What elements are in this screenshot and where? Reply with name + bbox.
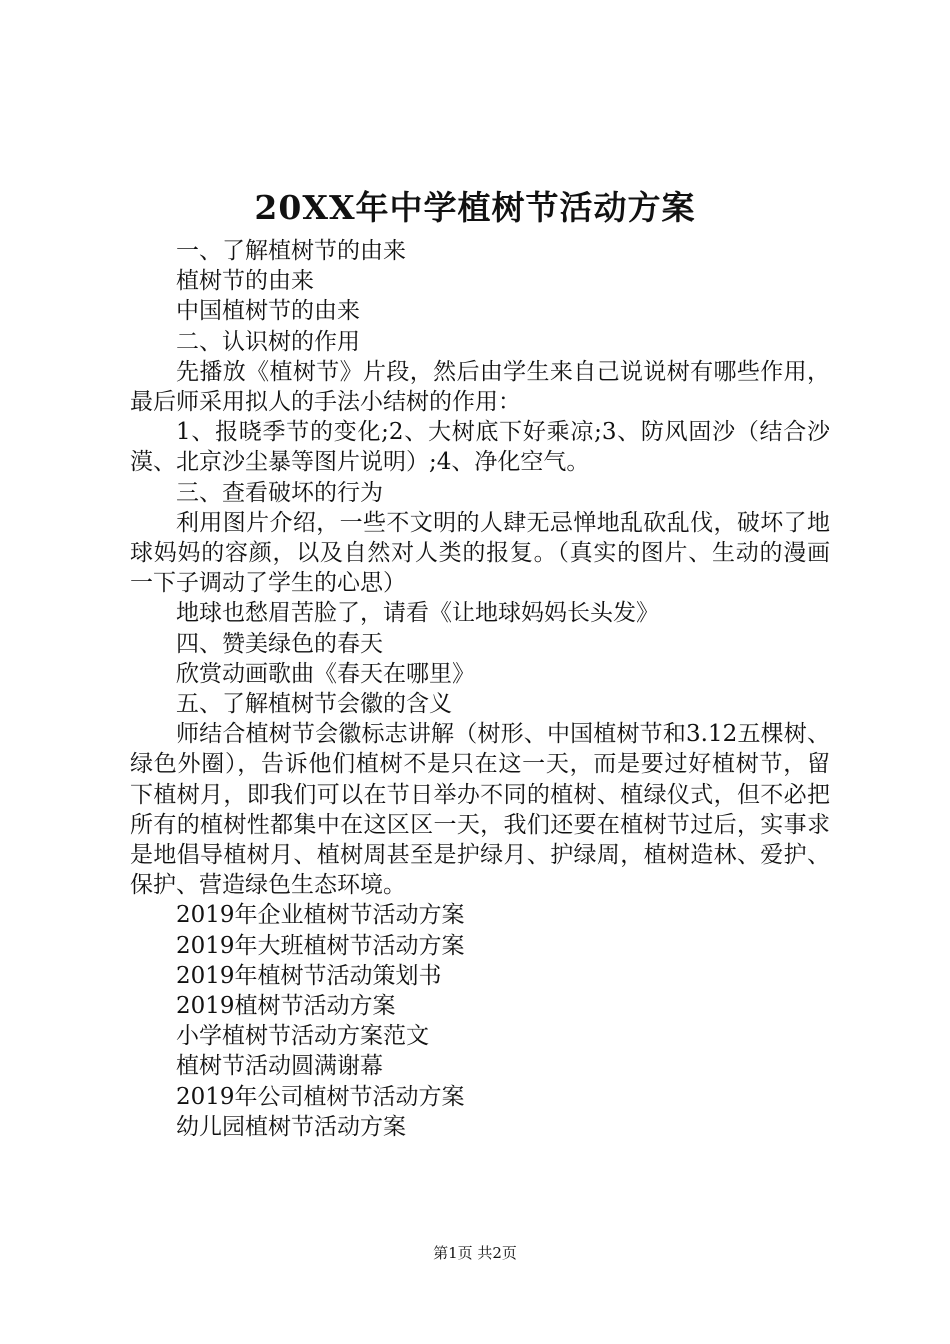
paragraph: 师结合植树节会徽标志讲解（树形、中国植树节和3.12五棵树、绿色外圈），告诉他们植树不是只在这一天，而是要过好植树节，留下植树月，即我们可以在节日举办不同的植树、植绿仪式，但不必把所有的植树性都集中在这区区一天，我们还要在植树节过后，实事求是地倡导植树月、植树周甚至是护绿月、护绿周，植树造林、爱护、保护、营造绿色生态环境。 [130, 721, 830, 899]
paragraph-heading-4: 四、赞美绿色的春天 [176, 630, 383, 657]
related-article-item: 幼儿园植树节活动方案 [176, 1113, 406, 1140]
page-number-footer: 第1页 共2页 [433, 1244, 517, 1262]
related-article-item: 小学植树节活动方案范文 [176, 1023, 429, 1050]
paragraph: 中国植树节的由来 [176, 298, 360, 325]
paragraph: 地球也愁眉苦脸了，请看《让地球妈妈长头发》 [176, 600, 659, 627]
related-article-item: 2019年公司植树节活动方案 [176, 1083, 465, 1110]
related-article-item: 2019植树节活动方案 [176, 993, 396, 1020]
paragraph: 欣赏动画歌曲《春天在哪里》 [176, 660, 475, 687]
document-title: 20XX年中学植树节活动方案 [254, 188, 696, 227]
paragraph-heading-5: 五、了解植树节会徽的含义 [176, 691, 452, 718]
related-article-item: 2019年大班植树节活动方案 [176, 932, 465, 959]
paragraph: 1、报晓季节的变化;2、大树底下好乘凉;3、防风固沙（结合沙漠、北京沙尘暴等图片说明）;4、净化空气。 [130, 419, 830, 476]
related-article-item: 2019年企业植树节活动方案 [176, 902, 465, 929]
paragraph-heading-2: 二、认识树的作用 [176, 328, 360, 355]
paragraph-heading-3: 三、查看破坏的行为 [176, 479, 383, 506]
paragraph-heading-1: 一、了解植树节的由来 [176, 238, 406, 264]
paragraph: 植树节的由来 [176, 268, 314, 295]
document-body [130, 236, 830, 1142]
paragraph: 利用图片介绍，一些不文明的人肆无忌惮地乱砍乱伐，破坏了地球妈妈的容颜，以及自然对人类的报复。（真实的图片、生动的漫画一下子调动了学生的心思） [130, 509, 830, 597]
related-article-item: 2019年植树节活动策划书 [176, 962, 442, 989]
paragraph: 先播放《植树节》片段，然后由学生来自己说说树有哪些作用，最后师采用拟人的手法小结树的作用： [130, 358, 830, 416]
related-article-item: 植树节活动圆满谢幕 [176, 1053, 383, 1080]
